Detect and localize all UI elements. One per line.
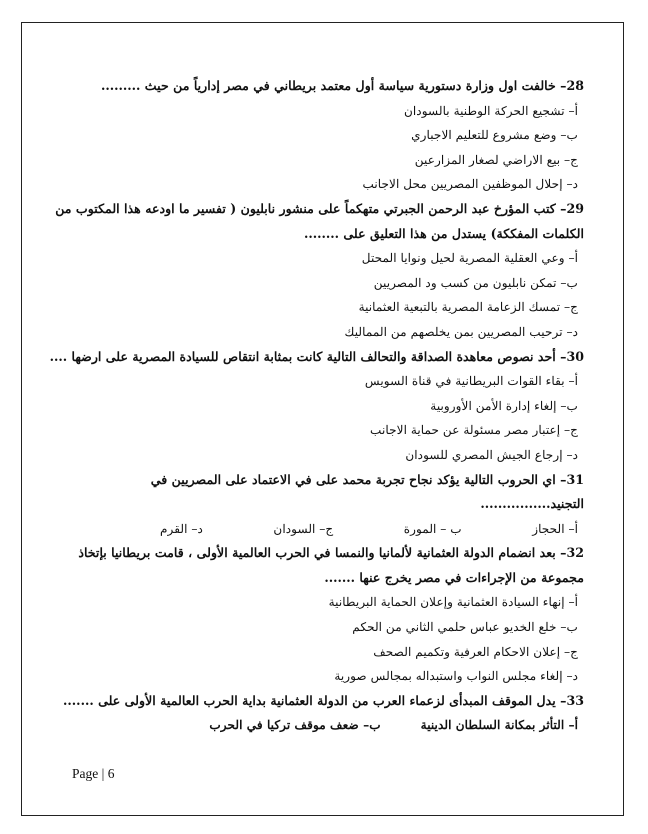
question-29-line-1: 29– كتب المؤرخ عبد الرحمن الجبرتي متهكماً على منشور نابليون ( تفسير ما اودعه هذا المكتوب من: [55, 200, 584, 216]
question-29-option-b: ب– تمكن نابليون من كسب ود المصريين: [373, 275, 578, 290]
question-31-options: [40, 517, 584, 542]
question-28-option-d: د– إحلال الموظفين المصريين محل الاجانب: [362, 177, 578, 192]
question-32-line-2: مجموعة من الإجراءات في مصر يخرج عنها .......: [324, 569, 584, 585]
question-28-option-c: ج– بيع الاراضي لصغار المزارعين: [414, 152, 578, 167]
question-33-option-a: أ– التأثر بمكانة السلطان الدينية: [420, 718, 578, 733]
question-30: 30– أحد نصوص معاهدة الصداقة والتحالف التالية كانت بمثابة انتقاص للسيادة المصرية على ارضها ....: [49, 348, 584, 364]
question-31-line-1: 31– اي الحروب التالية يؤكد نجاح تجربة محمد على في الاعتماد على المصريين في: [150, 471, 584, 487]
question-32-option-b: ب– خلع الخديو عباس حلمي الثاني من الحكم: [352, 620, 578, 635]
question-32-option-d: د– إلغاء مجلس النواب واستبداله بمجالس صورية: [334, 669, 578, 684]
question-31-line-2: التجنيد................: [480, 496, 584, 512]
question-31-option-d: د– القرم: [160, 521, 203, 536]
question-29-line-2: الكلمات المفككة) يستدل من هذا التعليق على ........: [303, 225, 584, 241]
question-33-options: [40, 713, 584, 738]
question-29-option-a: أ– وعي العقلية المصرية لحيل ونوايا المحتل: [361, 251, 578, 266]
question-30-option-d: د– إرجاع الجيش المصري للسودان: [405, 447, 578, 462]
question-28: 28– خالفت اول وزارة دستورية سياسة أول معتمد بريطاني في مصر إدارياً من حيث .........: [100, 78, 584, 93]
question-30-option-a: أ– بقاء القوات البريطانية في قناة السويس: [364, 374, 578, 389]
page-number: Page | 6: [72, 766, 115, 781]
question-28-option-b: ب– وضع مشروع للتعليم الاجباري: [411, 128, 578, 143]
question-31-option-b: ب – المورة: [403, 521, 462, 536]
exam-page: [40, 74, 584, 738]
question-30-option-c: ج– إعتبار مصر مسئولة عن حماية الاجانب: [370, 423, 578, 438]
question-31-option-a: أ– الحجاز: [532, 521, 578, 536]
question-33: 33– يدل الموقف المبدأى لزعماء العرب من الدولة العثمانية بداية الحرب العالمية الأولى على .......: [63, 692, 584, 708]
question-28-option-a: أ– تشجيع الحركة الوطنية بالسودان: [403, 103, 578, 118]
question-32-option-c: ج– إعلان الاحكام العرفية وتكميم الصحف: [373, 644, 578, 659]
question-32-option-a: أ– إنهاء السيادة العثمانية وإعلان الحماية البريطانية: [328, 595, 578, 610]
question-29-option-d: د– ترحيب المصريين بمن يخلصهم من المماليك: [344, 324, 578, 339]
question-29-option-c: ج– تمسك الزعامة المصرية بالتبعية العثمانية: [358, 300, 578, 315]
question-32-line-1: 32– بعد انضمام الدولة العثمانية لألمانيا والنمسا في الحرب العالمية الأولى ، قامت بريطانيا بإتخاذ: [78, 545, 584, 561]
question-31-option-c: ج– السودان: [273, 521, 334, 536]
question-33-option-b: ب– ضعف موقف تركيا في الحرب: [209, 718, 381, 733]
question-30-option-b: ب– إلغاء إدارة الأمن الأوروبية: [430, 398, 578, 413]
